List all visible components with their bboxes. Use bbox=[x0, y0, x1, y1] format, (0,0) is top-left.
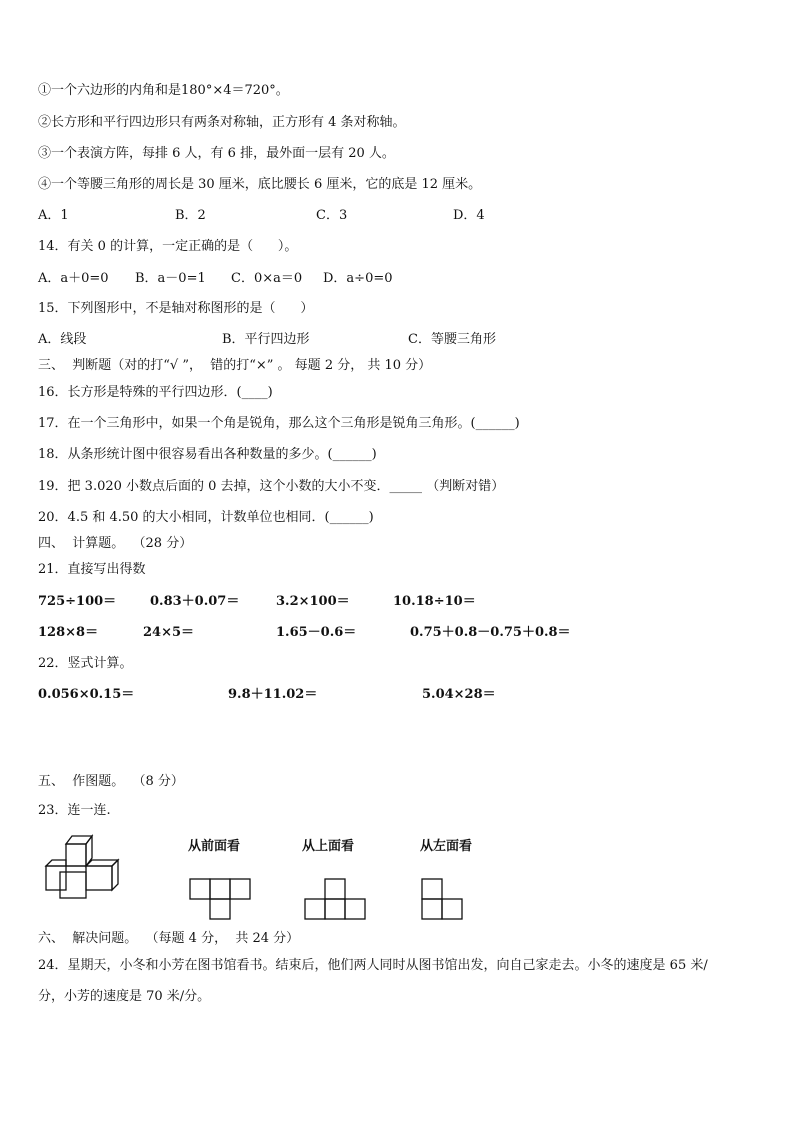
q21-item-7: 1.65－0.6＝ bbox=[276, 625, 357, 640]
q24-line-2: 分，小芳的速度是 70 米/分。 bbox=[38, 989, 211, 1004]
q23-title: 23．连一连. bbox=[38, 803, 111, 818]
q13-option-b: B．2 bbox=[175, 208, 206, 223]
q17: 17．在一个三角形中，如果一个角是锐角，那么这个三角形是锐角三角形。(______) bbox=[38, 416, 520, 431]
q22-title: 22．竖式计算。 bbox=[38, 656, 133, 671]
q19: 19．把 3.020 小数点后面的 0 去掉，这个小数的大小不变．_____ （判断对错） bbox=[38, 479, 505, 494]
q15-option-c: C．等腰三角形 bbox=[408, 332, 496, 347]
q22-item-2: 9.8＋11.02＝ bbox=[228, 687, 318, 702]
q21-item-8: 0.75＋0.8－0.75＋0.8＝ bbox=[410, 625, 571, 640]
view-label-front: 从前面看 bbox=[188, 839, 241, 854]
q16: 16．长方形是特殊的平行四边形．(____) bbox=[38, 385, 273, 400]
q22-item-1: 0.056×0.15＝ bbox=[38, 687, 135, 702]
q13-option-d: D．4 bbox=[453, 208, 485, 223]
q22-item-3: 5.04×28＝ bbox=[422, 687, 496, 702]
q14-option-c: C．0×a＝0 bbox=[231, 271, 303, 286]
view-shape-t[interactable] bbox=[189, 878, 251, 920]
view-label-top: 从上面看 bbox=[302, 839, 355, 854]
q21-item-3: 3.2×100＝ bbox=[276, 594, 350, 609]
view-shape-l[interactable] bbox=[421, 878, 463, 920]
q15-option-a: A．线段 bbox=[38, 332, 87, 347]
section3-title: 三、 判断题（对的打“√ ”， 错的打“×” 。 每题 2 分， 共 10 分） bbox=[38, 358, 432, 373]
section5-title: 五、 作图题。 （8 分） bbox=[38, 774, 184, 789]
q13-option-a: A．1 bbox=[38, 208, 69, 223]
q21-item-5: 128×8＝ bbox=[38, 625, 99, 640]
section4-title: 四、 计算题。 （28 分） bbox=[38, 536, 193, 551]
q18: 18．从条形统计图中很容易看出各种数量的多少。(______) bbox=[38, 447, 377, 462]
q14-option-b: B．a－0=1 bbox=[135, 271, 206, 286]
q21-item-4: 10.18÷10＝ bbox=[393, 594, 476, 609]
q13-option-c: C．3 bbox=[316, 208, 348, 223]
view-shape-inverted-t[interactable] bbox=[304, 878, 366, 920]
q15-option-b: B．平行四边形 bbox=[222, 332, 310, 347]
cube-solid-figure bbox=[42, 832, 128, 902]
q24-line-1: 24．星期天，小冬和小芳在图书馆看书。结束后，他们两人同时从图书馆出发，向自己家走去。小冬的速度是 65 米/ bbox=[38, 958, 708, 973]
q14-stem: 14．有关 0 的计算，一定正确的是（ ）。 bbox=[38, 239, 298, 254]
q21-item-6: 24×5＝ bbox=[143, 625, 195, 640]
q21-item-2: 0.83＋0.07＝ bbox=[150, 594, 240, 609]
q21-item-1: 725÷100＝ bbox=[38, 594, 117, 609]
q14-option-d: D．a÷0=0 bbox=[323, 271, 393, 286]
q15-stem: 15．下列图形中，不是轴对称图形的是（ ） bbox=[38, 301, 314, 316]
q20: 20．4.5 和 4.50 的大小相同，计数单位也相同．(______) bbox=[38, 510, 374, 525]
section6-title: 六、 解决问题。 （每题 4 分， 共 24 分） bbox=[38, 931, 300, 946]
q21-title: 21．直接写出得数 bbox=[38, 562, 146, 577]
view-label-left: 从左面看 bbox=[420, 839, 473, 854]
statement-1: ①一个六边形的内角和是180°×4＝720°。 bbox=[38, 83, 289, 98]
statement-2: ②长方形和平行四边形只有两条对称轴，正方形有 4 条对称轴。 bbox=[38, 115, 406, 130]
statement-4: ④一个等腰三角形的周长是 30 厘米，底比腰长 6 厘米，它的底是 12 厘米。 bbox=[38, 177, 482, 192]
q14-option-a: A．a＋0=0 bbox=[38, 271, 109, 286]
statement-3: ③一个表演方阵，每排 6 人，有 6 排，最外面一层有 20 人。 bbox=[38, 146, 395, 161]
